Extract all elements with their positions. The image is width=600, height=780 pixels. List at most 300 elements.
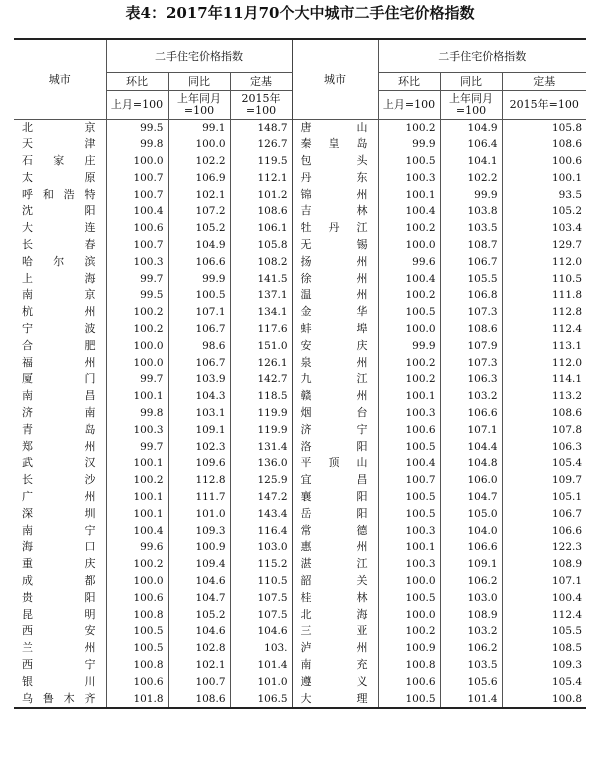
dj-value-right: 100.6 bbox=[502, 153, 586, 170]
hb-value-right: 100.1 bbox=[378, 388, 440, 405]
table-row bbox=[14, 623, 586, 640]
tb-value-left: 112.8 bbox=[168, 472, 230, 489]
hb-value-right: 100.2 bbox=[378, 355, 440, 372]
dj-value-right: 103.4 bbox=[502, 220, 586, 237]
table-row bbox=[14, 590, 586, 607]
tb-value-right: 102.2 bbox=[440, 170, 502, 187]
hb-value-left: 100.2 bbox=[106, 472, 168, 489]
dj-value-right: 112.0 bbox=[502, 355, 586, 372]
table-row bbox=[14, 388, 586, 405]
hb-header-right: 环比 bbox=[378, 72, 440, 90]
city-left: 重庆 bbox=[22, 557, 96, 571]
tb-value-left: 107.1 bbox=[168, 304, 230, 321]
tb-value-right: 105.6 bbox=[440, 674, 502, 691]
hb-value-left: 99.8 bbox=[106, 405, 168, 422]
dj-value-left: 134.1 bbox=[230, 304, 292, 321]
city-right: 惠州 bbox=[292, 539, 378, 556]
hb-value-left: 100.6 bbox=[106, 220, 168, 237]
city-left: 合肥 bbox=[22, 338, 96, 352]
city-right: 秦皇岛 bbox=[292, 136, 378, 153]
hb-value-left: 100.2 bbox=[106, 304, 168, 321]
hb-value-left: 100.6 bbox=[106, 674, 168, 691]
dj-value-left: 106.5 bbox=[230, 691, 292, 709]
hb-value-left: 99.5 bbox=[106, 287, 168, 304]
hb-value-left: 100.1 bbox=[106, 388, 168, 405]
table-row bbox=[14, 119, 586, 136]
city-right: 蚌埠 bbox=[292, 321, 378, 338]
tb-value-right: 104.4 bbox=[440, 439, 502, 456]
city-right: 吉林 bbox=[292, 203, 378, 220]
tb-value-left: 109.4 bbox=[168, 556, 230, 573]
hb-value-right: 100.6 bbox=[378, 674, 440, 691]
city-right: 北海 bbox=[292, 607, 378, 624]
hb-value-right: 100.2 bbox=[378, 220, 440, 237]
tb-value-left: 101.0 bbox=[168, 506, 230, 523]
tb-base-left: 上年同月=100 bbox=[168, 90, 230, 119]
city-left: 南昌 bbox=[22, 389, 96, 403]
hb-value-right: 100.4 bbox=[378, 271, 440, 288]
table-row bbox=[14, 187, 586, 204]
tb-value-right: 106.8 bbox=[440, 287, 502, 304]
tb-value-left: 111.7 bbox=[168, 489, 230, 506]
city-left: 深圳 bbox=[22, 506, 96, 520]
tb-value-left: 100.9 bbox=[168, 539, 230, 556]
table-row bbox=[14, 371, 586, 388]
tb-value-right: 103.8 bbox=[440, 203, 502, 220]
dj-value-right: 106.6 bbox=[502, 523, 586, 540]
dj-value-left: 101.0 bbox=[230, 674, 292, 691]
city-left: 长沙 bbox=[22, 473, 96, 487]
table-row bbox=[14, 355, 586, 372]
dj-value-left: 116.4 bbox=[230, 523, 292, 540]
hb-value-right: 100.2 bbox=[378, 119, 440, 136]
table-row bbox=[14, 640, 586, 657]
tb-value-right: 108.6 bbox=[440, 321, 502, 338]
dj-value-right: 122.3 bbox=[502, 539, 586, 556]
city-right: 锦州 bbox=[292, 187, 378, 204]
tb-value-left: 104.7 bbox=[168, 590, 230, 607]
city-left: 南宁 bbox=[22, 523, 96, 537]
hb-value-right: 100.9 bbox=[378, 640, 440, 657]
table-row bbox=[14, 254, 586, 271]
hb-value-right: 100.2 bbox=[378, 287, 440, 304]
tb-value-left: 100.5 bbox=[168, 287, 230, 304]
tb-value-right: 106.3 bbox=[440, 371, 502, 388]
tb-value-left: 102.3 bbox=[168, 439, 230, 456]
hb-header-left: 环比 bbox=[106, 72, 168, 90]
hb-value-left: 99.5 bbox=[106, 119, 168, 136]
hb-value-right: 99.9 bbox=[378, 338, 440, 355]
city-right: 泉州 bbox=[292, 355, 378, 372]
dj-value-left: 119.9 bbox=[230, 405, 292, 422]
city-left: 青岛 bbox=[22, 422, 96, 436]
tb-base-right: 上年同月=100 bbox=[440, 90, 502, 119]
hb-value-left: 101.8 bbox=[106, 691, 168, 709]
hb-value-left: 100.0 bbox=[106, 573, 168, 590]
hb-value-left: 100.0 bbox=[106, 153, 168, 170]
dj-value-left: 125.9 bbox=[230, 472, 292, 489]
city-left: 哈尔滨 bbox=[22, 254, 96, 268]
tb-value-right: 104.8 bbox=[440, 455, 502, 472]
city-left: 宁波 bbox=[22, 322, 96, 336]
hb-value-left: 100.0 bbox=[106, 338, 168, 355]
city-right: 安庆 bbox=[292, 338, 378, 355]
city-left: 福州 bbox=[22, 355, 96, 369]
city-right: 包头 bbox=[292, 153, 378, 170]
hb-value-right: 100.1 bbox=[378, 187, 440, 204]
tb-value-left: 109.3 bbox=[168, 523, 230, 540]
city-left: 大连 bbox=[22, 221, 96, 235]
hb-value-right: 100.1 bbox=[378, 539, 440, 556]
dj-value-right: 108.5 bbox=[502, 640, 586, 657]
hb-value-right: 100.0 bbox=[378, 573, 440, 590]
city-left: 广州 bbox=[22, 490, 96, 504]
tb-value-left: 104.3 bbox=[168, 388, 230, 405]
hb-value-left: 100.1 bbox=[106, 455, 168, 472]
hb-value-right: 100.5 bbox=[378, 506, 440, 523]
tb-value-right: 103.2 bbox=[440, 623, 502, 640]
hb-value-right: 100.3 bbox=[378, 556, 440, 573]
tb-value-right: 106.2 bbox=[440, 640, 502, 657]
table-row bbox=[14, 439, 586, 456]
tb-value-left: 104.6 bbox=[168, 573, 230, 590]
dj-value-right: 110.5 bbox=[502, 271, 586, 288]
table-row bbox=[14, 304, 586, 321]
tb-value-right: 107.9 bbox=[440, 338, 502, 355]
table-row bbox=[14, 523, 586, 540]
city-left: 昆明 bbox=[22, 607, 96, 621]
city-left: 兰州 bbox=[22, 641, 96, 655]
dj-value-left: 101.2 bbox=[230, 187, 292, 204]
city-right: 南充 bbox=[292, 657, 378, 674]
tb-value-left: 105.2 bbox=[168, 220, 230, 237]
dj-value-right: 112.8 bbox=[502, 304, 586, 321]
city-left: 南京 bbox=[22, 288, 96, 302]
dj-value-right: 107.1 bbox=[502, 573, 586, 590]
city-right: 桂林 bbox=[292, 590, 378, 607]
table-row bbox=[14, 691, 586, 709]
hb-value-right: 100.3 bbox=[378, 405, 440, 422]
dj-value-left: 126.1 bbox=[230, 355, 292, 372]
city-right: 温州 bbox=[292, 287, 378, 304]
dj-value-right: 111.8 bbox=[502, 287, 586, 304]
tb-value-right: 105.5 bbox=[440, 271, 502, 288]
table-body bbox=[14, 119, 586, 708]
dj-header-right: 定基 bbox=[502, 72, 586, 90]
hb-value-left: 100.8 bbox=[106, 607, 168, 624]
city-left: 天津 bbox=[22, 137, 96, 151]
dj-value-right: 100.8 bbox=[502, 691, 586, 709]
dj-value-left: 142.7 bbox=[230, 371, 292, 388]
hb-value-left: 100.4 bbox=[106, 523, 168, 540]
hb-value-right: 99.9 bbox=[378, 136, 440, 153]
hb-value-right: 100.6 bbox=[378, 422, 440, 439]
dj-value-left: 148.7 bbox=[230, 119, 292, 136]
hb-value-left: 100.3 bbox=[106, 422, 168, 439]
dj-value-left: 101.4 bbox=[230, 657, 292, 674]
hb-base-left: 上月=100 bbox=[106, 90, 168, 119]
table-row bbox=[14, 607, 586, 624]
dj-value-left: 110.5 bbox=[230, 573, 292, 590]
dj-value-left: 118.5 bbox=[230, 388, 292, 405]
city-right: 大理 bbox=[292, 691, 378, 709]
hb-value-left: 100.5 bbox=[106, 623, 168, 640]
hb-value-left: 100.2 bbox=[106, 556, 168, 573]
dj-value-left: 143.4 bbox=[230, 506, 292, 523]
dj-value-right: 112.4 bbox=[502, 607, 586, 624]
hb-value-right: 100.2 bbox=[378, 623, 440, 640]
tb-value-right: 104.9 bbox=[440, 119, 502, 136]
city-right: 湛江 bbox=[292, 556, 378, 573]
dj-value-left: 119.5 bbox=[230, 153, 292, 170]
tb-value-left: 106.7 bbox=[168, 355, 230, 372]
table-row bbox=[14, 237, 586, 254]
tb-value-right: 108.9 bbox=[440, 607, 502, 624]
city-left: 西宁 bbox=[22, 658, 96, 671]
dj-value-right: 112.0 bbox=[502, 254, 586, 271]
dj-value-right: 106.7 bbox=[502, 506, 586, 523]
dj-value-right: 109.7 bbox=[502, 472, 586, 489]
city-right: 无锡 bbox=[292, 237, 378, 254]
dj-value-left: 105.8 bbox=[230, 237, 292, 254]
hb-value-right: 99.6 bbox=[378, 254, 440, 271]
tb-value-right: 101.4 bbox=[440, 691, 502, 709]
dj-value-right: 108.9 bbox=[502, 556, 586, 573]
hb-value-left: 99.8 bbox=[106, 136, 168, 153]
dj-value-left: 151.0 bbox=[230, 338, 292, 355]
table-row bbox=[14, 506, 586, 523]
city-right: 赣州 bbox=[292, 388, 378, 405]
tb-value-right: 106.2 bbox=[440, 573, 502, 590]
hb-value-left: 100.1 bbox=[106, 506, 168, 523]
hb-value-right: 100.3 bbox=[378, 523, 440, 540]
tb-value-left: 98.6 bbox=[168, 338, 230, 355]
index-group-header-left: 二手住宅价格指数 bbox=[106, 39, 292, 72]
city-right: 遵义 bbox=[292, 674, 378, 691]
table-row bbox=[14, 170, 586, 187]
city-left: 北京 bbox=[22, 120, 96, 134]
tb-value-right: 106.6 bbox=[440, 539, 502, 556]
dj-value-left: 141.5 bbox=[230, 271, 292, 288]
dj-header-left: 定基 bbox=[230, 72, 292, 90]
table-row bbox=[14, 136, 586, 153]
tb-value-left: 109.1 bbox=[168, 422, 230, 439]
tb-value-right: 107.3 bbox=[440, 355, 502, 372]
table-row bbox=[14, 405, 586, 422]
hb-value-left: 100.7 bbox=[106, 237, 168, 254]
tb-value-left: 99.1 bbox=[168, 119, 230, 136]
dj-value-left: 107.5 bbox=[230, 607, 292, 624]
city-right: 平顶山 bbox=[292, 455, 378, 472]
dj-value-left: 131.4 bbox=[230, 439, 292, 456]
dj-value-left: 106.1 bbox=[230, 220, 292, 237]
tb-value-left: 102.1 bbox=[168, 187, 230, 204]
dj-value-left: 108.6 bbox=[230, 203, 292, 220]
hb-value-left: 100.2 bbox=[106, 321, 168, 338]
price-index-table bbox=[14, 38, 586, 709]
hb-value-left: 100.0 bbox=[106, 355, 168, 372]
hb-value-left: 100.6 bbox=[106, 590, 168, 607]
city-left: 乌鲁木齐 bbox=[14, 691, 106, 709]
tb-value-right: 104.7 bbox=[440, 489, 502, 506]
hb-value-left: 100.8 bbox=[106, 657, 168, 674]
tb-value-left: 99.9 bbox=[168, 271, 230, 288]
city-right: 丹东 bbox=[292, 170, 378, 187]
city-left: 银川 bbox=[22, 674, 96, 688]
dj-value-right: 105.1 bbox=[502, 489, 586, 506]
tb-value-left: 109.6 bbox=[168, 455, 230, 472]
dj-value-right: 113.2 bbox=[502, 388, 586, 405]
city-right: 常德 bbox=[292, 523, 378, 540]
city-right: 烟台 bbox=[292, 405, 378, 422]
city-right: 九江 bbox=[292, 371, 378, 388]
hb-value-right: 100.5 bbox=[378, 153, 440, 170]
hb-value-right: 100.5 bbox=[378, 489, 440, 506]
dj-value-right: 108.6 bbox=[502, 136, 586, 153]
table-row bbox=[14, 674, 586, 691]
table-row bbox=[14, 321, 586, 338]
dj-value-right: 114.1 bbox=[502, 371, 586, 388]
hb-value-right: 100.3 bbox=[378, 170, 440, 187]
tb-value-right: 103.0 bbox=[440, 590, 502, 607]
city-left: 济南 bbox=[22, 406, 96, 420]
city-header-right: 城市 bbox=[292, 39, 378, 119]
tb-value-left: 108.6 bbox=[168, 691, 230, 709]
dj-value-left: 136.0 bbox=[230, 455, 292, 472]
dj-value-left: 112.1 bbox=[230, 170, 292, 187]
table-row bbox=[14, 271, 586, 288]
city-left: 呼和浩特 bbox=[22, 187, 96, 201]
city-right: 三亚 bbox=[292, 623, 378, 640]
hb-base-right: 上月=100 bbox=[378, 90, 440, 119]
dj-value-left: 115.2 bbox=[230, 556, 292, 573]
dj-value-left: 117.6 bbox=[230, 321, 292, 338]
tb-value-left: 102.8 bbox=[168, 640, 230, 657]
tb-value-right: 105.0 bbox=[440, 506, 502, 523]
dj-value-right: 100.4 bbox=[502, 590, 586, 607]
dj-base-left: 2015年=100 bbox=[230, 90, 292, 119]
city-left: 贵阳 bbox=[22, 590, 96, 604]
tb-value-right: 106.6 bbox=[440, 405, 502, 422]
city-right: 泸州 bbox=[292, 640, 378, 657]
hb-value-right: 100.8 bbox=[378, 657, 440, 674]
dj-value-right: 93.5 bbox=[502, 187, 586, 204]
tb-value-right: 106.7 bbox=[440, 254, 502, 271]
hb-value-right: 100.0 bbox=[378, 237, 440, 254]
tb-value-left: 103.1 bbox=[168, 405, 230, 422]
city-left: 长春 bbox=[22, 238, 96, 252]
hb-value-left: 99.6 bbox=[106, 539, 168, 556]
tb-value-left: 100.0 bbox=[168, 136, 230, 153]
table-row bbox=[14, 657, 586, 674]
table-row bbox=[14, 472, 586, 489]
city-left: 郑州 bbox=[22, 439, 96, 453]
city-right: 襄阳 bbox=[292, 489, 378, 506]
tb-value-right: 103.5 bbox=[440, 657, 502, 674]
dj-value-left: 103. bbox=[230, 640, 292, 657]
table-row bbox=[14, 338, 586, 355]
city-right: 牡丹江 bbox=[292, 220, 378, 237]
tb-value-right: 104.1 bbox=[440, 153, 502, 170]
hb-value-right: 100.0 bbox=[378, 321, 440, 338]
hb-value-right: 100.5 bbox=[378, 439, 440, 456]
city-right: 宜昌 bbox=[292, 472, 378, 489]
dj-value-right: 105.4 bbox=[502, 674, 586, 691]
dj-value-right: 109.3 bbox=[502, 657, 586, 674]
tb-value-right: 103.2 bbox=[440, 388, 502, 405]
city-right: 韶关 bbox=[292, 573, 378, 590]
tb-value-left: 102.2 bbox=[168, 153, 230, 170]
dj-value-right: 105.8 bbox=[502, 119, 586, 136]
tb-value-left: 105.2 bbox=[168, 607, 230, 624]
dj-value-left: 137.1 bbox=[230, 287, 292, 304]
tb-value-right: 106.0 bbox=[440, 472, 502, 489]
tb-value-left: 107.2 bbox=[168, 203, 230, 220]
table-row bbox=[14, 539, 586, 556]
city-right: 扬州 bbox=[292, 254, 378, 271]
city-left: 太原 bbox=[22, 170, 96, 184]
city-left: 杭州 bbox=[22, 305, 96, 319]
tb-value-right: 103.5 bbox=[440, 220, 502, 237]
city-left: 沈阳 bbox=[22, 204, 96, 218]
hb-value-right: 100.5 bbox=[378, 304, 440, 321]
city-left: 武汉 bbox=[22, 456, 96, 470]
tb-value-right: 106.4 bbox=[440, 136, 502, 153]
table-row bbox=[14, 573, 586, 590]
tb-value-right: 104.0 bbox=[440, 523, 502, 540]
dj-value-right: 100.1 bbox=[502, 170, 586, 187]
dj-value-right: 112.4 bbox=[502, 321, 586, 338]
city-header-left: 城市 bbox=[48, 73, 71, 87]
hb-value-right: 100.5 bbox=[378, 590, 440, 607]
city-left: 西安 bbox=[22, 624, 96, 638]
city-right: 徐州 bbox=[292, 271, 378, 288]
dj-base-right: 2015年=100 bbox=[502, 90, 586, 119]
hb-value-left: 100.4 bbox=[106, 203, 168, 220]
table-row bbox=[14, 287, 586, 304]
city-right: 岳阳 bbox=[292, 506, 378, 523]
hb-value-right: 100.7 bbox=[378, 472, 440, 489]
hb-value-left: 100.3 bbox=[106, 254, 168, 271]
dj-value-left: 147.2 bbox=[230, 489, 292, 506]
hb-value-right: 100.0 bbox=[378, 607, 440, 624]
hb-value-left: 100.1 bbox=[106, 489, 168, 506]
table-row bbox=[14, 203, 586, 220]
hb-value-right: 100.5 bbox=[378, 691, 440, 709]
tb-value-left: 104.9 bbox=[168, 237, 230, 254]
city-right: 金华 bbox=[292, 304, 378, 321]
hb-value-left: 100.7 bbox=[106, 187, 168, 204]
dj-value-right: 105.5 bbox=[502, 623, 586, 640]
tb-header-right: 同比 bbox=[440, 72, 502, 90]
table-row bbox=[14, 422, 586, 439]
table-title: 表4：2017年11月70个大中城市二手住宅价格指数 bbox=[125, 4, 475, 22]
dj-value-left: 107.5 bbox=[230, 590, 292, 607]
tb-value-left: 104.6 bbox=[168, 623, 230, 640]
hb-value-right: 100.2 bbox=[378, 371, 440, 388]
dj-value-left: 103.0 bbox=[230, 539, 292, 556]
city-right: 唐山 bbox=[292, 119, 378, 136]
table-row bbox=[14, 220, 586, 237]
dj-value-right: 113.1 bbox=[502, 338, 586, 355]
city-left: 上海 bbox=[22, 271, 96, 285]
tb-value-right: 109.1 bbox=[440, 556, 502, 573]
dj-value-right: 105.2 bbox=[502, 203, 586, 220]
tb-value-left: 103.9 bbox=[168, 371, 230, 388]
city-right: 济宁 bbox=[292, 422, 378, 439]
table-row bbox=[14, 556, 586, 573]
tb-value-left: 102.1 bbox=[168, 657, 230, 674]
